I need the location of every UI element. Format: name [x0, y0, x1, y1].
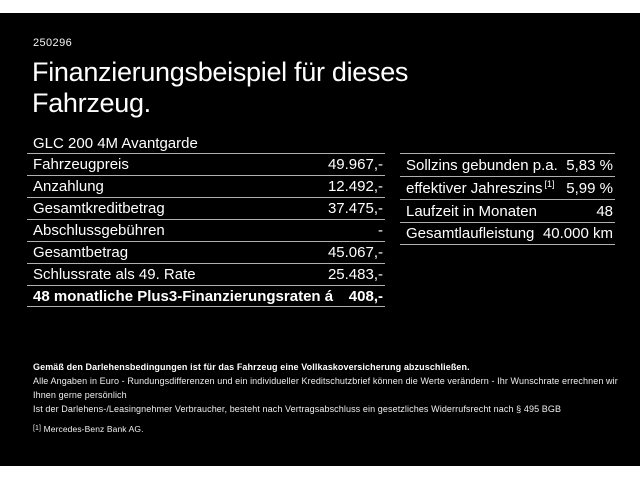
row-value: 5,83 %	[566, 156, 613, 174]
row-value: 5,99 %	[566, 179, 613, 197]
row-label: Gesamtkreditbetrag	[33, 200, 165, 217]
row-label: Schlussrate als 49. Rate	[33, 266, 196, 283]
row-value: 25.483,-	[327, 266, 383, 283]
table-row	[400, 222, 615, 245]
page-title-line2: Fahrzeug.	[32, 88, 151, 118]
table-row	[27, 153, 385, 175]
row-label: Anzahlung	[33, 178, 104, 195]
row-value: 408,-	[348, 287, 383, 305]
row-value: 45.067,-	[327, 244, 383, 261]
footnote-text: Mercedes-Benz Bank AG.	[43, 424, 144, 434]
table-row	[400, 199, 615, 222]
table-row	[27, 197, 385, 219]
insurance-note: Gemäß den Darlehensbedingungen ist für das Fahrzeug eine Vollkaskoversicherung abzuschließen.	[33, 362, 470, 372]
row-value: 40.000 km	[542, 225, 613, 242]
table-row	[27, 219, 385, 241]
row-label: Abschlussgebühren	[33, 222, 165, 239]
footnote-reference: [1]	[544, 178, 555, 189]
interest-details-table	[400, 153, 615, 245]
page-title-line1: Finanzierungsbeispiel für dieses	[32, 57, 409, 87]
finance-details-table	[27, 153, 385, 307]
row-value: 12.492,-	[327, 178, 383, 195]
row-label: Laufzeit in Monaten	[406, 202, 537, 220]
vehicle-model-label: GLC 200 4M Avantgarde	[33, 135, 198, 152]
row-value: 37.475,-	[327, 200, 383, 217]
table-row	[27, 175, 385, 197]
table-row	[27, 241, 385, 263]
row-label: Fahrzeugpreis	[33, 156, 129, 173]
row-label: effektiver Jahreszins [1]	[406, 178, 555, 197]
table-row	[27, 263, 385, 285]
row-label: Gesamtbetrag	[33, 244, 129, 261]
row-value: 48	[596, 202, 613, 220]
offer-code: 250296	[33, 37, 73, 49]
finance-panel	[0, 13, 640, 466]
row-value: 49.967,-	[327, 156, 383, 173]
footnote-marker: [1]	[33, 425, 42, 432]
row-label: 48 monatliche Plus3-Finanzierungsraten á	[33, 287, 334, 305]
row-label: Sollzins gebunden p.a.	[406, 156, 558, 174]
disclaimer-line2: Ist der Darlehens-/Leasingnehmer Verbraucher, besteht nach Vertragsabschluss ein gesetzliches Widerrufsrecht nach § 495 BGB	[33, 404, 562, 414]
table-row	[400, 176, 615, 199]
row-label: Gesamtlaufleistung	[406, 225, 535, 242]
table-row	[400, 153, 615, 176]
row-value: -	[378, 222, 383, 239]
table-row	[27, 285, 385, 307]
page-title	[32, 57, 408, 119]
footnote	[33, 422, 618, 436]
legal-footer	[33, 360, 618, 436]
disclaimer-line1: Alle Angaben in Euro - Rundungsdifferenzen und ein individueller Kreditschutzbrief können die Werte verändern - Ihr Wunschrate errechnen wir Ihnen gerne persönlich	[33, 376, 618, 400]
